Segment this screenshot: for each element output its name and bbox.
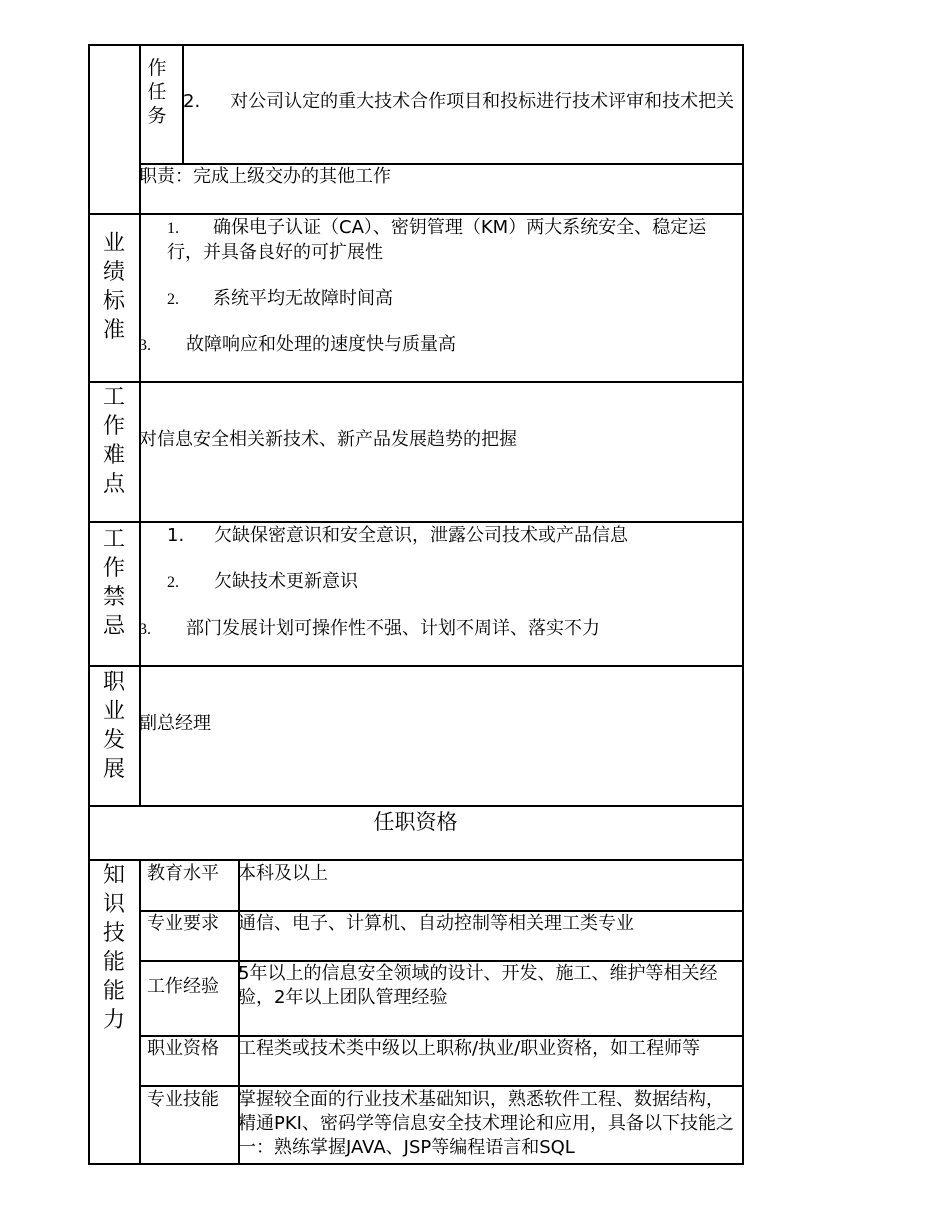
row-separator [88, 521, 744, 523]
taboo-item-2 [167, 570, 358, 595]
taboo-label: 工作禁忌 [102, 527, 125, 639]
performance-item-1 [167, 216, 729, 265]
performance-item-3 [139, 333, 456, 358]
performance-item-2-number: 2. [167, 291, 179, 308]
performance-item-3-text: 故障响应和处理的速度快与质量高 [186, 334, 456, 355]
skills-label: 专业技能 [147, 1089, 219, 1110]
difficulty-text: 对信息安全相关新技术、新产品发展趋势的把握 [139, 429, 517, 450]
qualification-title: 任职资格 [373, 810, 458, 834]
career-label: 职业发展 [102, 670, 125, 782]
experience-value: 5年以上的信息安全领域的设计、开发、施工、维护等相关经验，2年以上团队管理经验 [238, 963, 718, 1008]
certification-label: 职业资格 [147, 1038, 219, 1059]
performance-item-2 [167, 287, 393, 312]
difficulty-label: 工作难点 [102, 385, 125, 497]
task-item-2 [183, 90, 739, 114]
performance-item-3-number: 3. [139, 337, 151, 354]
taboo-item-1-number: 1. [167, 525, 185, 546]
performance-item-1-text: 确保电子认证（CA）、密钥管理（KM）两大系统安全、稳定运行，并具备良好的可扩展性 [167, 217, 707, 263]
experience-label: 工作经验 [147, 976, 219, 997]
task-item-2-text: 对公司认定的重大技术合作项目和投标进行技术评审和技术把关 [230, 91, 735, 112]
row-separator [139, 1085, 744, 1087]
table-top-border [88, 44, 744, 46]
table-bottom-border [88, 1163, 744, 1165]
taboo-item-2-number: 2. [167, 574, 179, 591]
education-value: 本科及以上 [238, 863, 328, 884]
taboo-item-2-text: 欠缺技术更新意识 [214, 571, 358, 592]
qualification-group-label: 知识技能能力 [102, 863, 125, 1033]
row-separator [88, 665, 744, 667]
column-separator [139, 44, 141, 807]
taboo-item-3 [139, 617, 600, 642]
major-label: 专业要求 [147, 913, 219, 934]
row-separator [88, 859, 744, 861]
performance-item-2-text: 系统平均无故障时间高 [213, 288, 393, 309]
taboo-item-1 [167, 524, 628, 548]
task-item-2-number: 2. [183, 91, 201, 112]
performance-label: 业绩标准 [102, 231, 125, 343]
certification-value: 工程类或技术类中级以上职称/执业/职业资格，如工程师等 [238, 1038, 701, 1059]
row-separator [88, 805, 744, 807]
taboo-item-3-text: 部门发展计划可操作性不强、计划不周详、落实不力 [186, 618, 600, 639]
taboo-item-3-number: 3. [139, 621, 151, 638]
taboo-item-1-text: 欠缺保密意识和安全意识，泄露公司技术或产品信息 [214, 525, 628, 546]
task-label: 作任务 [147, 57, 167, 127]
skills-value: 掌握较全面的行业技术基础知识，熟悉软件工程、数据结构，精通PKI、密码学等信息安全技术理论和应用，具备以下技能之一：熟练掌握JAVA、JSP等编程语言和SQL [238, 1089, 734, 1158]
duty-text: 职责：完成上级交办的其他工作 [139, 166, 391, 187]
performance-item-1-number: 1. [167, 220, 179, 237]
major-value: 通信、电子、计算机、自动控制等相关理工类专业 [238, 913, 634, 934]
education-label: 教育水平 [147, 863, 219, 884]
row-separator [88, 381, 744, 383]
row-separator [88, 213, 744, 215]
career-text: 副总经理 [139, 713, 211, 734]
qualification-column-separator [139, 859, 141, 1165]
